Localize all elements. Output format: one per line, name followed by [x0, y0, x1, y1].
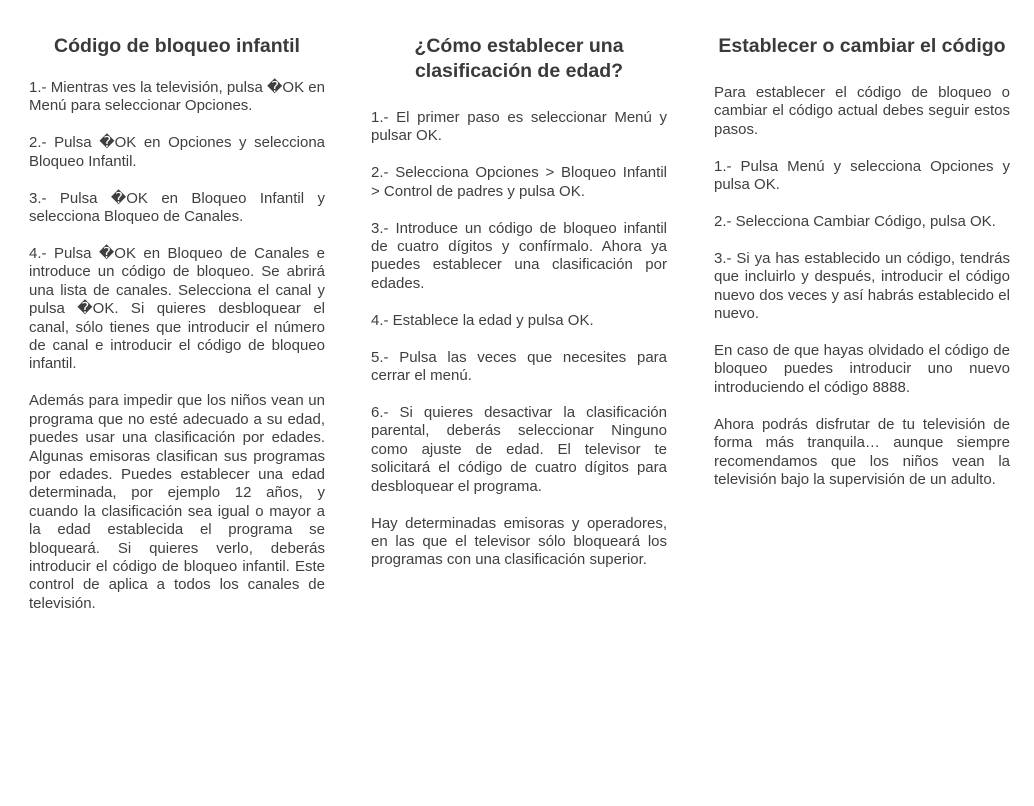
- column-age-rating: [371, 34, 667, 588]
- paragraph: En caso de que hayas olvidado el código de bloqueo puedes introducir uno nuevo introduciendo el código 8888.: [714, 342, 1010, 396]
- paragraph: Para establecer el código de bloqueo o cambiar el código actual debes seguir estos pasos.: [714, 84, 1010, 138]
- paragraph: 1.- El primer paso es seleccionar Menú y pulsar OK.: [371, 109, 667, 145]
- paragraph: 4.- Establece la edad y pulsa OK.: [371, 311, 594, 329]
- column-parental-lock-code: [29, 34, 325, 632]
- paragraph: 6.- Si quieres desactivar la clasificación parental, deberás seleccionar Ninguno como ajuste de edad. El televisor te solicitará el código de cuatro dígitos para desbloquear el programa.: [371, 403, 667, 495]
- paragraph: 5.- Pulsa las veces que necesites para cerrar el menú.: [371, 348, 667, 385]
- paragraph: 1.- Mientras ves la televisión, pulsa �OK en Menú para seleccionar Opciones.: [29, 79, 325, 115]
- paragraph: Hay determinadas emisoras y operadores, en las que el televisor sólo bloqueará los programas con una clasificación superior.: [371, 514, 667, 569]
- paragraph: 3.- Pulsa �OK en Bloqueo Infantil y selecciona Bloqueo de Canales.: [29, 189, 325, 226]
- paragraph: 4.- Pulsa �OK en Bloqueo de Canales e introduce un código de bloqueo. Se abrirá una lista de canales. Selecciona el canal y pulsa �OK. Si quieres desbloquear el canal, sólo tienes que introducir el número de canal e introducir el código de bloqueo infantil.: [29, 244, 325, 373]
- paragraph: 2.- Selecciona Opciones > Bloqueo Infantil > Control de padres y pulsa OK.: [371, 164, 667, 200]
- column-body: [371, 109, 667, 570]
- paragraph: Ahora podrás disfrutar de tu televisión de forma más tranquila… aunque siempre recomendamos que los niños vean la televisión bajo la supervisión de un adulto.: [714, 415, 1010, 488]
- paragraph: 1.- Pulsa Menú y selecciona Opciones y pulsa OK.: [714, 157, 1010, 194]
- paragraph: Además para impedir que los niños vean un programa que no esté adecuado a su edad, puedes usar una clasificación por edades. Algunas emisoras clasifican sus programas por edades. Puedes establecer una edad determinada, por ejemplo 12 años, y cuando la clasificación sea igual o mayor a la edad establecida el programa se bloqueará. Si quieres verlo, deberás introducir el código de bloqueo infantil. Este control de aplica a todos los canales de televisión.: [29, 392, 325, 612]
- column-change-code: [714, 34, 1010, 508]
- column-title: Código de bloqueo infantil: [54, 35, 300, 57]
- paragraph: 3.- Si ya has establecido un código, tendrás que incluirlo y después, introducir el código nuevo dos veces y así habrás establecido el nuevo.: [714, 249, 1010, 323]
- column-body: [29, 79, 325, 613]
- paragraph: 2.- Pulsa �OK en Opciones y selecciona Bloqueo Infantil.: [29, 134, 325, 170]
- paragraph: 2.- Selecciona Cambiar Código, pulsa OK.: [714, 213, 996, 231]
- column-title: ¿Cómo establecer una clasificación de edad?: [414, 35, 624, 82]
- paragraph: 3.- Introduce un código de bloqueo infantil de cuatro dígitos y confírmalo. Ahora ya puedes establecer una clasificación por edades.: [371, 219, 667, 292]
- column-body: [714, 84, 1010, 489]
- column-title: Establecer o cambiar el código: [718, 35, 1006, 57]
